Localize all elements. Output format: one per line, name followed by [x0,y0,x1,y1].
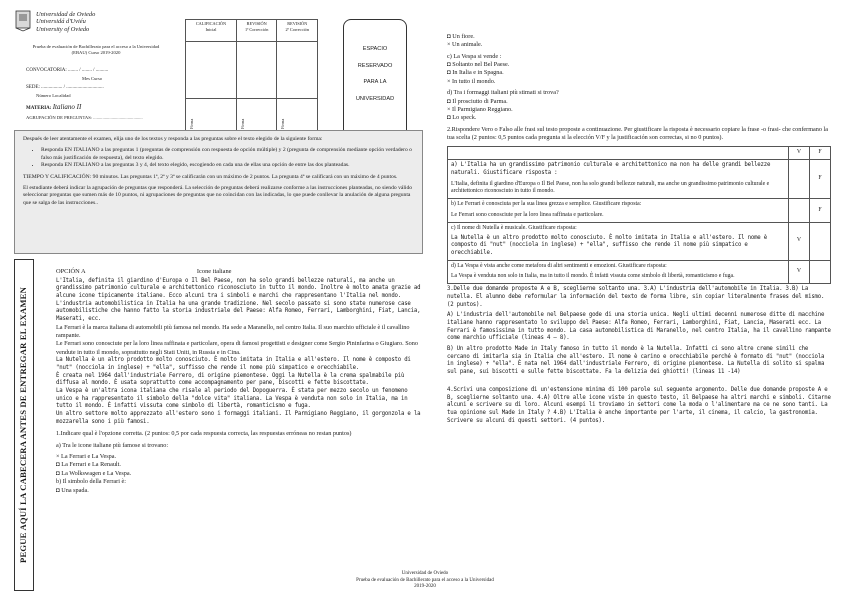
text-paragraph: L'industria automobilistica in Italia ha una grande tradizione. Nel secolo passato si sono state numerose case automobilistiche che hanno fatto la storia industriale del Paese: Alfa Romeo, Ferrari, Lamborghini, Fiat, Lancia, Maserati, ecc. [56,300,421,323]
answer-option[interactable]: ◘ La Ferrari e La Renault. [56,461,121,469]
vf-row [448,199,831,223]
vf-cell-f[interactable]: F [810,160,831,199]
reserved-space: ESPACIO RESERVADO PARA LA UNIVERSIDAD [343,19,407,153]
convocatoria-field[interactable] [26,68,108,75]
vf-question: d) La Vespa è vista anche come metafora di altri sentimenti e emozioni. Giustificare risposta: [451,262,667,269]
question-3: 3.Delle due domande proposte A e B, sceglierne soltanto una. 3.A) L'industria dell'automobile in Italia. 3.B) La nutella. El alumno debe reformular la información del texto de forma libre, sin copiar literalmente frases del mismo. (2 puntos). [447,286,825,308]
answer-option-checked[interactable]: × Un animale. [447,41,483,49]
vf-row [448,260,831,284]
agrupacion-label: AGRUPACIÓN DE PREGUNTAS: [26,115,93,120]
signature-cell[interactable]: Firma [236,98,277,150]
vf-header [448,147,789,160]
question-1a: a) Tra le icone italiane più famose si trovano: [56,441,169,449]
answer-option[interactable]: ◘ Un fiore. [447,33,475,40]
vf-answer: Le Ferrari sono conosciute per la loro linea raffinata e particolare. [451,211,604,218]
university-crest-icon [14,10,32,32]
grade-col-header: CALIFICACIÓN Inicial [186,20,237,42]
question-1d: d) Tra i formaggi italiani più stimati si trova? [447,89,559,97]
instructions-box [14,130,423,254]
answer-option[interactable]: ◘ Il prosciutto di Parma. [447,97,508,105]
text-paragraph: Un altro settore molto apprezzato all'estero sono i formaggi italiani. Il Parmigiano Reggiano, il gorgonzola e la mozzarella sono i più famosi. [56,411,421,425]
vf-cell-f[interactable] [810,260,831,284]
vf-cell-f[interactable] [810,222,831,260]
convocatoria-value: ........ / ........ / .......... [68,68,109,73]
question-4: 4.Scrivi una composizione di un'estensione minima di 100 parole sul seguente argomento. Delle due domande proposte A e B, sceglierne soltanto una. 4.A) Oltre alle icone viste in questo testo, il Belpaese ha altri marchi e simboli. Citarne alcuni e scrivere su di loro. Alcuni esempi li troviamo in settori come la moda o l'alimentare ma ce ne sono tanti. La tua opinione sul Made in Italy ? 4.B) L'Italia è anche importante per l'arte, il cinema, il calcio, la gastronomia. Scrivere su alcuni di questi settori. (4 puntos). [447,386,831,424]
answer-3b: B) Un altro prodotto Made in Italy famoso in tutto il mondo è la Nutella. Infatti ci sono altre creme simili che cercano di imitarla sia in Italia che all'estero. Il nome è carino e orecchiabile perché è formato di "nut" (nocciola in inglese) + "ella". È nata nel 1964 dall'industriale Ferrero, di origine piemontese. La Nutella di solito si spalma sul pane, sui biscotti e sulle fette biscottate. Fa la delizia dei ghiotti! (lineas 11 -14) [447,346,825,376]
paste-header-sidebar [14,259,34,591]
vf-cell-v[interactable] [789,199,810,223]
footer-line: Universidad de Oviedo [401,571,449,576]
vf-answer: L'Italia, definita il giardino d'Europa o Il Bel Paese, non ha solo grandi bellezze naturali, ma anche un grandissimo patrimonio culturale e architettonico riconosciuto in tutto il mondo. [451,180,770,195]
signature-cell[interactable]: Firma [277,98,318,150]
vf-cell-f[interactable]: F [810,199,831,223]
vf-header-v: V [789,147,810,160]
vf-cell-v[interactable]: V [789,260,810,284]
vf-answer: La Nutella è un altro prodotto molto conosciuto. È molto imitata in Italia e all'estero. Il nome è composto di "nut" (nocciola in inglese) + "ella", suffisso che rende il nome più simpatico e orecchiabile. [451,234,767,256]
answer-option[interactable]: ◘ Lo speck. [447,114,477,122]
grade-cell[interactable] [236,42,277,98]
agrupacion-value: ........................................... [93,115,143,120]
footer-line: Prueba de evaluación de Bachillerato para el acceso a la Universidad [356,577,494,583]
agrupacion-field[interactable] [26,115,143,121]
sede-label: SEDE: [26,85,40,90]
right-column [447,33,831,425]
answer-option[interactable]: ◘ Una spada. [56,486,89,494]
vf-cell-v[interactable] [789,160,810,199]
answer-option-checked[interactable]: × Il Parmigiano Reggiano. [447,105,513,113]
footer-line: 2019-2020 [414,584,436,589]
university-name-en: University of Oviedo [36,25,90,33]
materia-value: Italiano II [52,103,82,111]
true-false-table [447,146,831,284]
answer-option[interactable]: ◘ In Italia e in Spagna. [447,69,504,77]
exam-title: Prueba de evaluación de Bachillerato para el acceso a la Universidad (EBAU) Curso 2019-2020 [32,44,160,56]
question-2: 2.Rispondere Vero o Falso alle frasi sul testo proposte a continuazione. Per giustificare la risposta è necessario copiare la frase -o frasi- che confermano la tua scelta (2 puntos: 0,5 puntos cada pregunta si la elección V/F y la justificación son correctas, si no 0 puntos). [447,125,828,141]
vf-question: b) Le Ferrari è conosciuta per la sua linea grezza e semplice. Giustificare risposta: [451,201,642,208]
instructions-bullet: • Responda EN ITALIANO a las preguntas 3 y 4, del texto elegido, escogiendo en cada una de ellas una opción de entre las dos planteadas. [41,162,414,169]
university-name [36,11,95,33]
text-a-column [56,268,424,495]
convocatoria-sub: Mes Curso [82,76,103,81]
grade-cell[interactable] [277,42,318,98]
text-paragraph: È creata nel 1964 dall'industriale Ferrero, di origine piemontese. Oggi la Nutella è la crema spalmabile più diffusa al mondo. È usata soprattutto come accompagnamento per pane, biscotti e fette biscottate. [56,372,405,387]
signature-cell[interactable]: Firma [186,98,237,150]
instructions-note: El estudiante deberá indicar la agrupación de preguntas que responderá. La selección de preguntas deberá realizarse conforme a las instrucciones planteadas, no siendo válido seleccionar preguntas que sumen más de 10 puntos, ni agrupaciones de preguntas que no coincidan con las indicadas, lo que puede conllevar la anulación de alguna pregunta que se salga de las instrucciones.. [23,184,413,206]
university-name-es: Universidad de Oviedo [36,11,96,18]
page-footer [330,571,520,591]
instructions-bullet: • Responda EN ITALIANO a las preguntas 1 (preguntas de comprensión con respuesta de opción múltiple) y 2 (pregunta de comprensión mediante opción verdadero o falso más justificación de respuesta), del texto elegido. [41,147,414,162]
materia-label: MATERIA: [26,106,52,111]
materia-field [26,103,81,113]
vf-answer: La Vespa è venduta non solo in Italia, ma in tutto il mondo. È infatti vissuta come simbolo di libertà, romanticismo e fuga. [451,273,735,280]
option-label: OPCIÓN A [56,268,86,275]
question-1: 1.Indicare qual è l'opzione corretta. (2 puntos: 0,5 por cada respuesta correcta, las respuestas erróneas no restan puntos) [56,430,352,438]
text-paragraph: La Ferrari è la marca italiana di automobili più famosa nel mondo. Ha sede a Maranello, nel centro Italia. Il suo marchio ufficiale è il cavallino rampante. [56,323,410,340]
vf-question: a) L'Italia ha un grandissimo patrimonio culturale e architettonico ma non ha delle grandi bellezze naturali. Giustificare risposta : [451,162,771,176]
answer-option-checked[interactable]: × In tutto il mondo. [447,77,496,85]
sidebar-text: PEGUE AQUÍ LA CABECERA ANTES DE ENTREGAR EL EXAMEN [18,287,29,563]
vf-row [448,160,831,199]
sede-sub: Número Localidad [36,93,71,98]
text-title: Icone italiane [196,268,232,275]
instructions-intro: Después de leer atentamente el examen, elija uno de los textos y responda a las preguntas sobre el texto elegido de la siguiente forma: [23,136,323,142]
grade-cell[interactable] [186,42,237,98]
vf-row [448,222,831,260]
grade-col-header: REVISIÓN 1ª Corrección [236,20,277,42]
answer-option[interactable]: ◘ Soltanto nel Bel Paese. [447,61,510,69]
instructions-time: TIEMPO Y CALIFICACIÓN: 90 minutos. Las preguntas 1ª, 2ª y 3ª se calificarán con un máximo de 2 puntos. La pregunta 4ª se calificará con un máximo de 4 puntos. [23,173,398,180]
answer-option[interactable]: ◘ La Wolkswagen e La Vespa. [56,469,132,477]
text-paragraph: Le Ferrari sono conosciute per la loro linea raffinata e particolare, opera di famosi progettisti e designer come Sergio Pininfarina o Giugiaro. Sono vendute in tutto il mondo, soprattutto negli Stati Uniti, in Russia e in Cina. [56,340,418,356]
grade-col-header: REVISIÓN 2ª Corrección [277,20,318,42]
answer-option-checked[interactable]: × La Ferrari e La Vespa. [56,453,117,461]
question-1c: c) La Vespa si vende : [447,52,502,60]
text-paragraph: L'Italia, definita il giardino d'Europa o Il Bel Paese, non ha solo grandi bellezze naturali, ma anche un grandissimo patrimonio culturale e architettonico riconosciuto in tutto il mondo. Inoltre è molto amata grazie ad alcune icone tipicamente italiane. Ecco alcuni tra i simboli e marchi che rappresentano l'Italia nel mondo. [56,277,421,300]
answer-3a: A) L'industria dell'automobile nel Belpaese gode di una storia unica. Negli ultimi decenni numerose ditte di macchine italiane hanno rappresentato lo sviluppo del Paese: Alfa Romeo, Ferrari, Lamborghini, Fiat, Lancia, Maserati ecc. La Ferrari è famosissima in tutto mondo. La casa automobilistica di Maranello, nel centro Italia, ha il cavallino rampante come marchio ufficiale (lineas 4 – 8). [447,312,831,342]
text-paragraph: La Nutella è un altro prodotto molto conosciuto. È molto imitata in Italia e all'estero. Il nome è composto di "nut" (nocciola in inglese) + "ella", suffisso che rende il nome più simpatico e orecchiabile. [56,357,411,371]
sede-field[interactable] [26,85,104,92]
question-1b: b) Il simbolo della Ferrari è: [56,478,126,486]
vf-header-f: F [810,147,831,160]
university-name-ast: Universidá d'Uviéu [36,18,86,26]
vf-question: c) Il nome di Nutella è musicale. Giustificare risposta: [451,224,577,231]
text-paragraph: La Vespa è un'altra icona italiana che risale al periodo del Dopoguerra. È stata per mezzo secolo un fenomeno unico e ha rappresentato il simbolo della "dolce vita" italiana. La Vespa è venduta non solo in Italia, ma in tutto il mondo. È infatti vissuta come simbolo di libertà, romanticismo e fuga. [56,387,408,410]
vf-cell-v[interactable]: V [789,222,810,260]
convocatoria-label: CONVOCATORIA: [26,68,67,73]
sede-value: ................. / .............................. [41,85,104,90]
